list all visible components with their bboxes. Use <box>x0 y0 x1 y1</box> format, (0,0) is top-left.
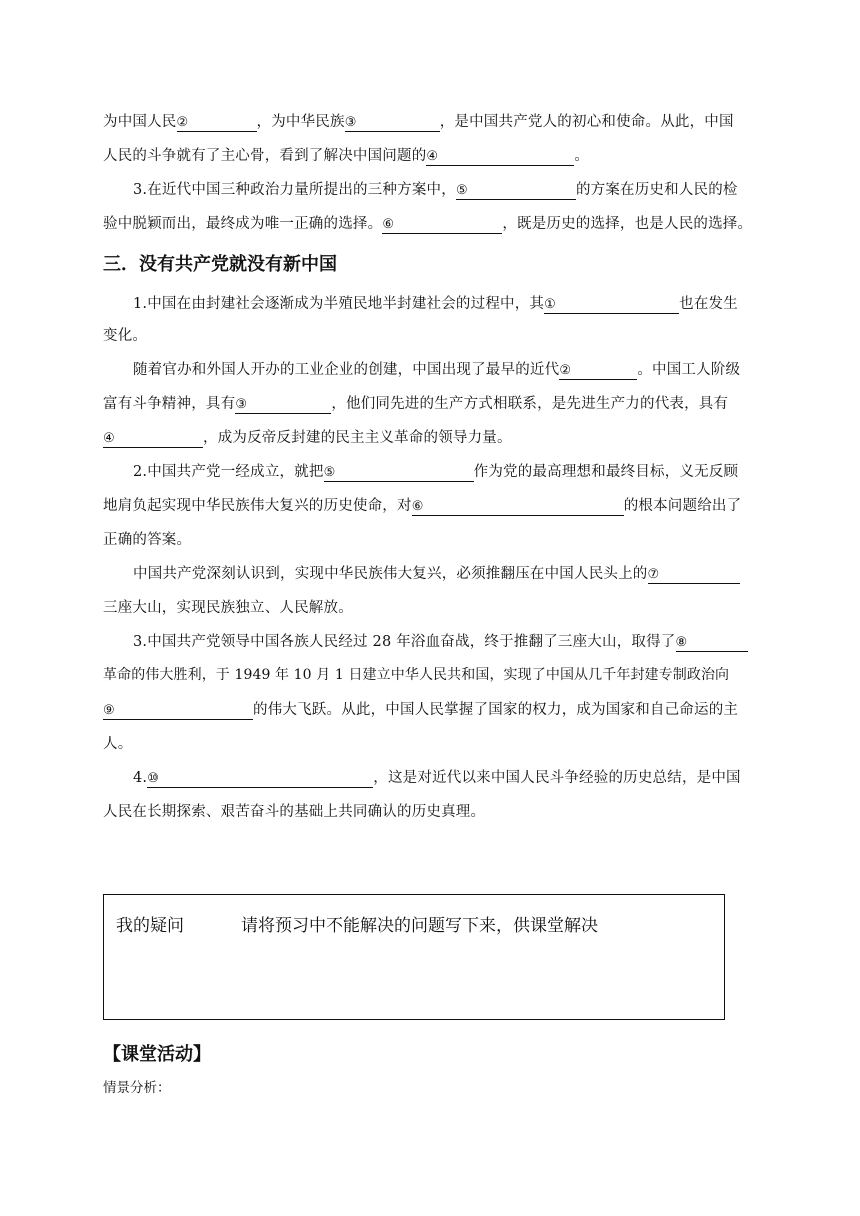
text: 3.在近代中国三种政治力量所提出的三种方案中， <box>133 182 456 198</box>
text: 变化。 <box>103 328 148 344</box>
text: 的根本问题给出了 <box>623 498 742 514</box>
fill-blank[interactable]: ③ <box>235 397 331 414</box>
question-box-description: 请将预习中不能解决的问题写下来，供课堂解决 <box>241 916 598 936</box>
fill-blank[interactable]: ④ <box>426 149 574 166</box>
text: ，为中华民族 <box>256 114 345 130</box>
question-box[interactable] <box>103 894 725 1020</box>
text: 人民的斗争就有了主心骨，看到了解决中国问题的 <box>103 148 427 164</box>
text: 三座大山，实现民族独立、人民解放。 <box>103 600 353 616</box>
fill-blank[interactable]: ⑤ <box>324 465 474 482</box>
activity-caption: 情景分析： <box>103 1080 171 1096</box>
text: 。 <box>574 148 590 164</box>
text-line <box>103 494 741 516</box>
fill-blank[interactable]: ④ <box>103 431 203 448</box>
text-line <box>103 426 512 448</box>
text: 正确的答案。 <box>103 532 192 548</box>
text: 作为党的最高理想和最终目标，义无反顾 <box>473 464 739 480</box>
text: 随着官办和外国人开办的工业企业的创建，中国出现了最早的近代 <box>133 362 560 378</box>
text-line <box>133 460 738 482</box>
text-line <box>103 596 353 617</box>
text: 2.中国共产党一经成立，就把 <box>133 464 324 480</box>
text-line <box>133 178 738 200</box>
fill-blank[interactable]: ① <box>544 297 679 314</box>
text: 为中国人民 <box>103 114 177 130</box>
text-line <box>133 292 738 314</box>
fill-blank[interactable]: ⑧ <box>676 635 748 652</box>
text-line <box>103 110 734 132</box>
text: 地肩负起实现中华民族伟大复兴的历史使命，对 <box>103 498 412 514</box>
text: 中国共产党深刻认识到，实现中华民族伟大复兴，必须推翻压在中国人民头上的 <box>133 566 648 582</box>
fill-blank[interactable]: ② <box>559 363 637 380</box>
fill-blank[interactable]: ⑥ <box>382 217 502 234</box>
text: 4. <box>133 770 148 786</box>
text: 的方案在历史和人民的检 <box>575 182 738 198</box>
activity-heading: 【课堂活动】 <box>103 1044 211 1065</box>
fill-blank[interactable]: ⑥ <box>412 499 624 516</box>
text-line <box>103 144 589 166</box>
text: ，是中国共产党人的初心和使命。从此，中国 <box>439 114 734 130</box>
text: 富有斗争精神，具有 <box>103 396 236 412</box>
fill-blank[interactable]: ⑨ <box>103 703 253 720</box>
text-line <box>103 528 191 549</box>
fill-blank[interactable]: ③ <box>345 115 440 132</box>
section-heading: 三．没有共产党就没有新中国 <box>103 254 337 275</box>
text: ，他们同先进的生产方式相联系，是先进生产力的代表，具有 <box>331 396 729 412</box>
text: 验中脱颖而出，最终成为唯一正确的选择。 <box>103 216 383 232</box>
text-line <box>103 324 147 345</box>
text: 人。 <box>103 736 133 752</box>
text: ，这是对近代以来中国人民斗争经验的历史总结，是中国 <box>373 770 741 786</box>
text-line <box>103 664 729 684</box>
text-line <box>103 392 728 414</box>
text-line <box>103 800 485 821</box>
text: 1.中国在由封建社会逐渐成为半殖民地半封建社会的过程中，其 <box>133 296 545 312</box>
text-line <box>133 630 748 652</box>
text-line <box>133 766 741 788</box>
text-line <box>103 698 738 720</box>
text: 3.中国共产党领导中国各族人民经过 28 年浴血奋战，终于推翻了三座大山，取得了 <box>133 634 676 650</box>
text: 革命的伟大胜利，于 1949 年 10 月 1 日建立中华人民共和国，实现了中国从几千年封建专制政治向 <box>103 667 730 683</box>
text: 人民在长期探索、艰苦奋斗的基础上共同确认的历史真理。 <box>103 804 486 820</box>
text-line <box>103 212 752 234</box>
fill-blank[interactable]: ② <box>177 115 257 132</box>
text: 。中国工人阶级 <box>637 362 741 378</box>
text: 也在发生 <box>679 296 738 312</box>
text-line <box>133 562 740 584</box>
fill-blank[interactable]: ⑩ <box>147 771 373 788</box>
text: 的伟大飞跃。从此，中国人民掌握了国家的权力，成为国家和自己命运的主 <box>253 702 739 718</box>
fill-blank[interactable]: ⑤ <box>456 183 576 200</box>
question-box-title: 我的疑问 <box>116 916 184 936</box>
text-line <box>133 358 740 380</box>
text: ，既是历史的选择，也是人民的选择。 <box>502 216 753 232</box>
fill-blank[interactable]: ⑦ <box>648 567 740 584</box>
text: ，成为反帝反封建的民主主义革命的领导力量。 <box>203 430 512 446</box>
text-line <box>103 732 132 753</box>
